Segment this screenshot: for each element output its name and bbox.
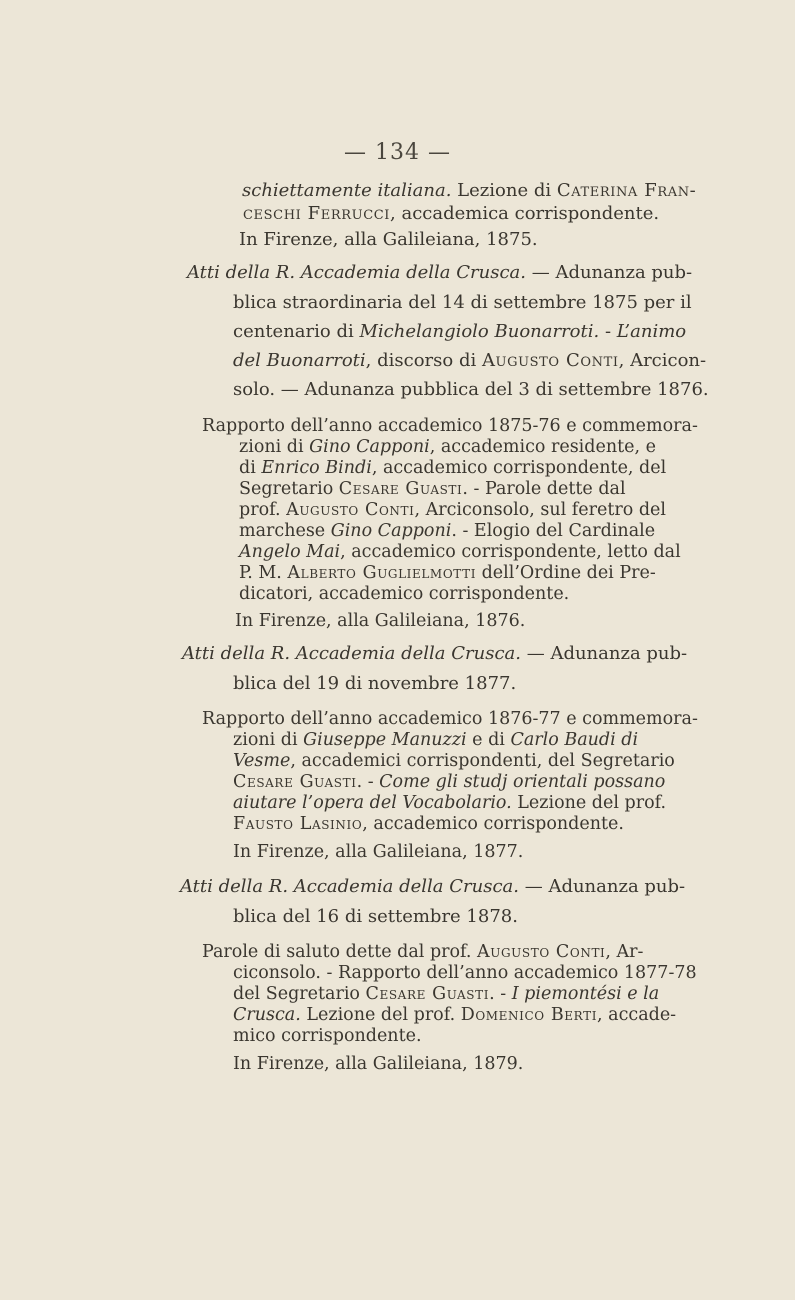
entry-detail-line: ciconsolo. - Rapporto dell’anno accademico 1877-78 (233, 963, 697, 983)
entry-line: blica del 16 di settembre 1878. (233, 906, 518, 927)
entry-detail-line: zioni di Giuseppe Manuzzi e di Carlo Baudi di (233, 730, 639, 750)
entry-detail-line: Rapporto dell’anno accademico 1876-77 e commemora- (202, 709, 698, 729)
entry-line: centenario di Michelangiolo Buonarroti. - L’animo (233, 321, 687, 342)
entry-detail-line: Crusca. Lezione del prof. Domenico Berti, accade- (233, 1005, 677, 1025)
entry-line: del Buonarroti, discorso di Augusto Conti, Arcicon- (233, 350, 707, 371)
entry-line: ceschi Ferrucci, accademica corrispondente. (243, 203, 660, 224)
publication-info: In Firenze, alla Galileiana, 1875. (239, 229, 538, 250)
entry-detail-line: del Segretario Cesare Guasti. - I piemontési e la (233, 984, 660, 1004)
entry-detail-line: Parole di saluto dette dal prof. Augusto Conti, Ar- (202, 942, 644, 962)
entry-detail-line: marchese Gino Capponi. - Elogio del Cardinale (239, 521, 656, 541)
entry-detail-line: Vesme, accademici corrispondenti, del Segretario (233, 751, 675, 771)
page-number: — 134 — (344, 140, 451, 165)
entry-line: schiettamente italiana. Lezione di Caterina Fran- (242, 180, 697, 201)
entry-detail-line: dicatori, accademico corrispondente. (239, 584, 570, 604)
entry-detail-line: aiutare l’opera del Vocabolario. Lezione del prof. (233, 793, 667, 813)
entry-detail-line: zioni di Gino Capponi, accademico residente, e (239, 437, 656, 457)
entry-detail-line: mico corrispondente. (233, 1026, 422, 1046)
entry-title: Atti della R. Accademia della Crusca. — Adunanza pub- (187, 262, 693, 283)
entry-line: blica straordinaria del 14 di settembre 1875 per il (233, 292, 692, 313)
entry-detail-line: P. M. Alberto Guglielmotti dell’Ordine dei Pre- (239, 563, 656, 583)
entry-detail-line: Rapporto dell’anno accademico 1875-76 e commemora- (202, 416, 698, 436)
entry-detail-line: Cesare Guasti. - Come gli studj orientali possano (233, 772, 666, 792)
entry-detail-line: Angelo Mai, accademico corrispondente, letto dal (239, 542, 681, 562)
publication-info: In Firenze, alla Galileiana, 1876. (235, 611, 526, 631)
entry-title: Atti della R. Accademia della Crusca. — Adunanza pub- (180, 876, 686, 897)
entry-detail-line: Segretario Cesare Guasti. - Parole dette dal (239, 479, 626, 499)
publication-info: In Firenze, alla Galileiana, 1879. (233, 1054, 524, 1074)
entry-title: Atti della R. Accademia della Crusca. — Adunanza pub- (182, 643, 688, 664)
entry-detail-line: di Enrico Bindi, accademico corrispondente, del (239, 458, 667, 478)
entry-line: solo. — Adunanza pubblica del 3 di settembre 1876. (233, 379, 709, 400)
entry-detail-line: prof. Augusto Conti, Arciconsolo, sul feretro del (239, 500, 666, 520)
publication-info: In Firenze, alla Galileiana, 1877. (233, 842, 524, 862)
entry-detail-line: Fausto Lasinio, accademico corrispondente. (233, 814, 624, 834)
entry-line: blica del 19 di novembre 1877. (233, 673, 517, 694)
